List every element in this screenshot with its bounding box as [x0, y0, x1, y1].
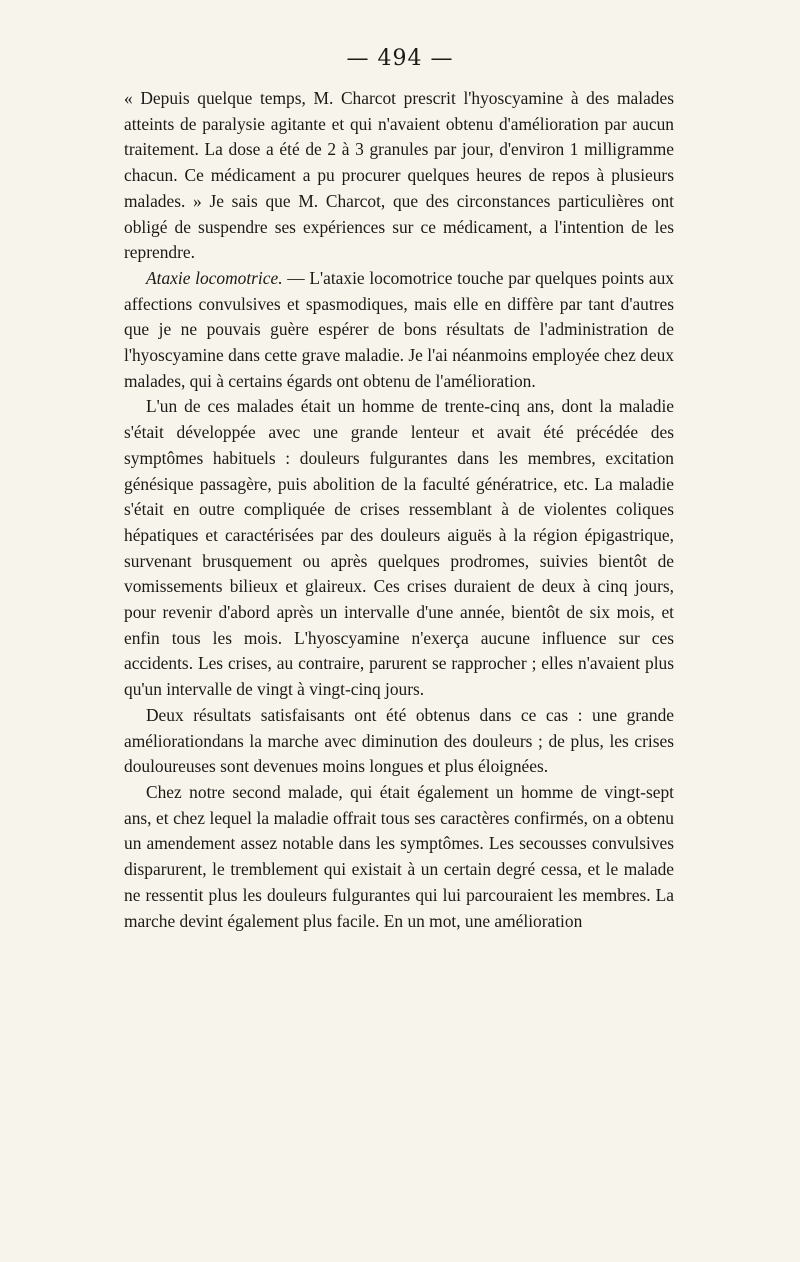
paragraph-second-patient: Chez notre second malade, qui était également un homme de vingt-sept ans, et chez lequel la maladie offrait tous ses caractères confirmés, on a obtenu un amendement assez notable dans les symptômes. Les secousses convulsives disparurent, le tremblement qui existait à un certain degré cessa, et le malade ne ressentit plus les douleurs fulgurantes qui lui parcouraient les membres. La marche devint également plus facile. En un mot, une amélioration [124, 781, 674, 931]
section-heading-ataxie: Ataxie locomotrice. [146, 267, 283, 288]
page-number: — 494 — [346, 46, 454, 71]
paragraph-ataxie-intro [124, 266, 674, 395]
paragraph-ataxie-text: — L'ataxie locomotrice touche par quelques points aux affections convulsives et spasmodiques, mais elle en diffère par tant d'autres que je ne pouvais guère espérer de bons résultats de l'administration de l'hyoscyamine dans cette grave maladie. Je l'ai néanmoins employée chez deux malades, qui à certains égards ont obtenu de l'amélioration. [124, 267, 674, 391]
page-body [124, 86, 674, 934]
paragraph-hyoscyamine-paralysis: « Depuis quelque temps, M. Charcot prescrit l'hyoscyamine à des malades atteints de paralysie agitante et qui n'avaient obtenu d'amélioration par aucun traitement. La dose a été de 2 à 3 granules par jour, d'environ 1 milligramme chacun. Ce médicament a pu procurer quelques heures de repos à plusieurs malades. » Je sais que M. Charcot, que des circonstances particulières ont obligé de suspendre ses expériences sur ce médicament, a l'intention de les reprendre. [124, 88, 674, 263]
paragraph-first-patient: L'un de ces malades était un homme de trente-cinq ans, dont la maladie s'était développée avec une grande lenteur et avait été précédée des symptômes habituels : douleurs fulgurantes dans les membres, excitation génésique passagère, puis abolition de la faculté génératrice, etc. La maladie s'était en outre compliquée de crises ressemblant à de violentes coliques hépatiques et caractérisées par des douleurs aiguës à la région épigastrique, survenant brusquement ou après quelques prodromes, suivies bientôt de vomissements bilieux et glaireux. Ces crises duraient de deux à cinq jours, pour revenir d'abord après un intervalle d'une année, bientôt de six mois, et enfin tous les mois. L'hyoscyamine n'exerça aucune influence sur ces accidents. Les crises, au contraire, parurent se rapprocher ; elles n'avaient plus qu'un intervalle de vingt à vingt-cinq jours. [124, 396, 674, 700]
paragraph-results: Deux résultats satisfaisants ont été obtenus dans ce cas : une grande améliorationdans la marche avec diminution des douleurs ; de plus, les crises douloureuses sont devenues moins longues et plus éloignées. [124, 704, 674, 777]
